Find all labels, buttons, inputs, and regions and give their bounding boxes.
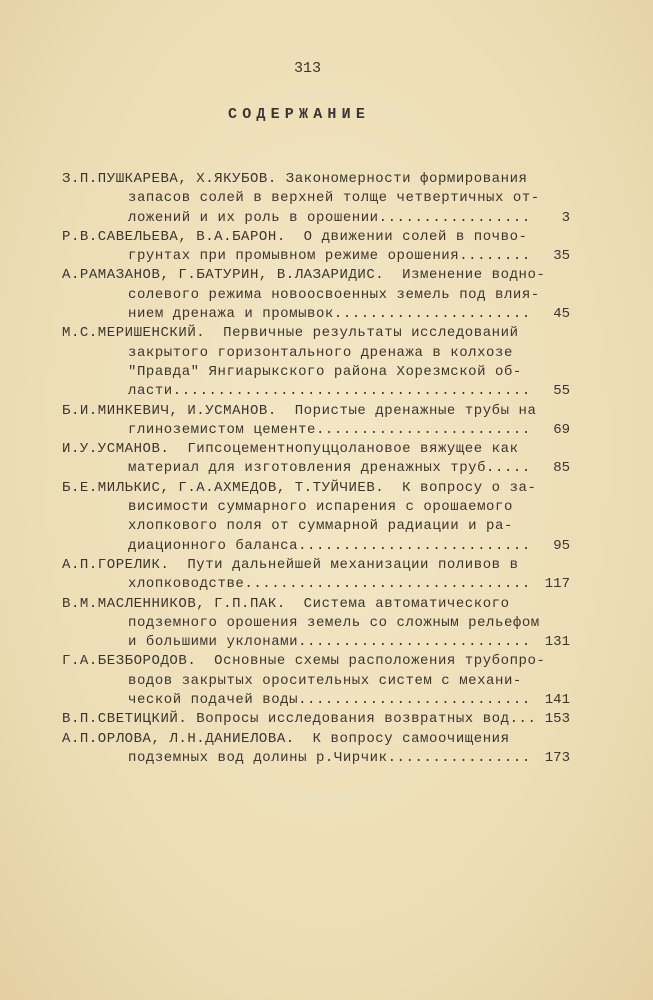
toc-entry-authors-line: Б.Е.МИЛЬКИС, Г.А.АХМЕДОВ, Т.ТУЙЧИЕВ. К вопросу о за-	[62, 479, 537, 496]
toc-entry-authors-line: Г.А.БЕЗБОРОДОВ. Основные схемы расположения трубопро-	[62, 653, 546, 670]
toc-entry-authors-line: В.М.МАСЛЕННИКОВ, Г.П.ПАК. Система автоматического	[62, 595, 510, 612]
toc-entry-continuation-line: ложений и их роль в орошении.................	[128, 209, 531, 226]
toc-entry-authors-line: З.П.ПУШКАРЕВА, Х.ЯКУБОВ. Закономерности формирования	[62, 171, 528, 187]
toc-entry-authors-line: В.П.СВЕТИЦКИЙ. Вопросы исследования возвратных вод...	[62, 711, 537, 728]
toc-entry-page-number: 95	[553, 537, 570, 554]
toc-entry-authors-line: А.П.ОРЛОВА, Л.Н.ДАНИЕЛОВА. К вопросу самоочищения	[62, 730, 510, 747]
toc-entry-page-number: 35	[553, 248, 570, 265]
toc-entry	[62, 266, 582, 324]
toc-entry-continuation-line: хлопководстве................................	[128, 576, 531, 593]
toc-entry-page-number: 85	[553, 460, 570, 477]
toc-entry-continuation-line: материал для изготовления дренажных труб.....	[128, 460, 531, 477]
toc-entry-continuation-line: висимости суммарного испарения с орошаемого	[128, 499, 513, 516]
toc-entry-continuation-line: и большими уклонами..........................	[128, 634, 531, 651]
toc-entry	[62, 710, 582, 729]
table-of-contents	[62, 170, 582, 768]
toc-entry	[62, 324, 582, 401]
toc-entry-authors-line: А.П.ГОРЕЛИК. Пути дальнейшей механизации поливов в	[62, 556, 519, 573]
toc-entry	[62, 228, 582, 267]
toc-entry-page-number: 153	[544, 711, 570, 728]
toc-entry-page-number: 141	[544, 692, 570, 709]
toc-entry-continuation-line: подземного орошения земель со сложным рельефом	[128, 614, 540, 631]
toc-entry	[62, 595, 582, 653]
toc-entry-page-number: 131	[544, 634, 570, 651]
toc-entry-page-number: 55	[553, 383, 570, 400]
toc-entry-authors-line: И.У.УСМАНОВ. Гипсоцементнопуццолановое вяжущее как	[62, 441, 519, 458]
toc-entry-continuation-line: закрытого горизонтального дренажа в колхозе	[128, 344, 513, 361]
toc-entry-authors-line: А.РАМАЗАНОВ, Г.БАТУРИН, В.ЛАЗАРИДИС. Изменение водно-	[62, 267, 546, 284]
toc-entry-continuation-line: глиноземистом цементе........................	[128, 421, 531, 438]
toc-entry	[62, 402, 582, 441]
toc-entry-continuation-line: ческой подачей воды..........................	[128, 692, 531, 709]
page-title: СОДЕРЖАНИЕ	[228, 106, 371, 123]
toc-entry-page-number: 3	[561, 209, 570, 226]
toc-entry-continuation-line: хлопкового поля от суммарной радиации и ра-	[128, 518, 513, 535]
toc-entry-continuation-line: солевого режима новоосвоенных земель под влия-	[128, 286, 540, 303]
toc-entry-continuation-line: "Правда" Янгиарыкского района Хорезмской об-	[128, 363, 522, 380]
toc-entry-page-number: 173	[544, 749, 570, 766]
toc-entry	[62, 652, 582, 710]
toc-entry-continuation-line: подземных вод долины р.Чирчик................	[128, 749, 531, 766]
toc-entry-continuation-line: водов закрытых оросительных систем с механи-	[128, 672, 522, 689]
toc-entry-continuation-line: нием дренажа и промывок......................	[128, 306, 531, 323]
toc-entry-authors-line: Р.В.САВЕЛЬЕВА, В.А.БАРОН. О движении солей в почво-	[62, 228, 528, 245]
toc-entry-page-number: 117	[544, 576, 570, 593]
toc-entry	[62, 730, 582, 769]
toc-entry	[62, 440, 582, 479]
toc-entry-page-number: 45	[553, 306, 570, 323]
toc-entry-continuation-line: грунтах при промывном режиме орошения........	[128, 248, 531, 265]
toc-entry-authors-line: Б.И.МИНКЕВИЧ, И.УСМАНОВ. Пористые дренажные трубы на	[62, 402, 537, 419]
toc-entry	[62, 170, 582, 228]
page-number: 313	[294, 60, 322, 77]
toc-entry-continuation-line: ласти........................................	[128, 383, 531, 400]
toc-entry	[62, 479, 582, 556]
toc-entry-page-number: 69	[553, 421, 570, 438]
toc-entry	[62, 556, 582, 595]
toc-entry-continuation-line: запасов солей в верхней толще четвертичных от-	[128, 190, 540, 207]
toc-entry-continuation-line: диационного баланса..........................	[128, 537, 531, 554]
toc-entry-authors-line: М.С.МЕРИШЕНСКИЙ. Первичные результаты исследований	[62, 325, 519, 342]
